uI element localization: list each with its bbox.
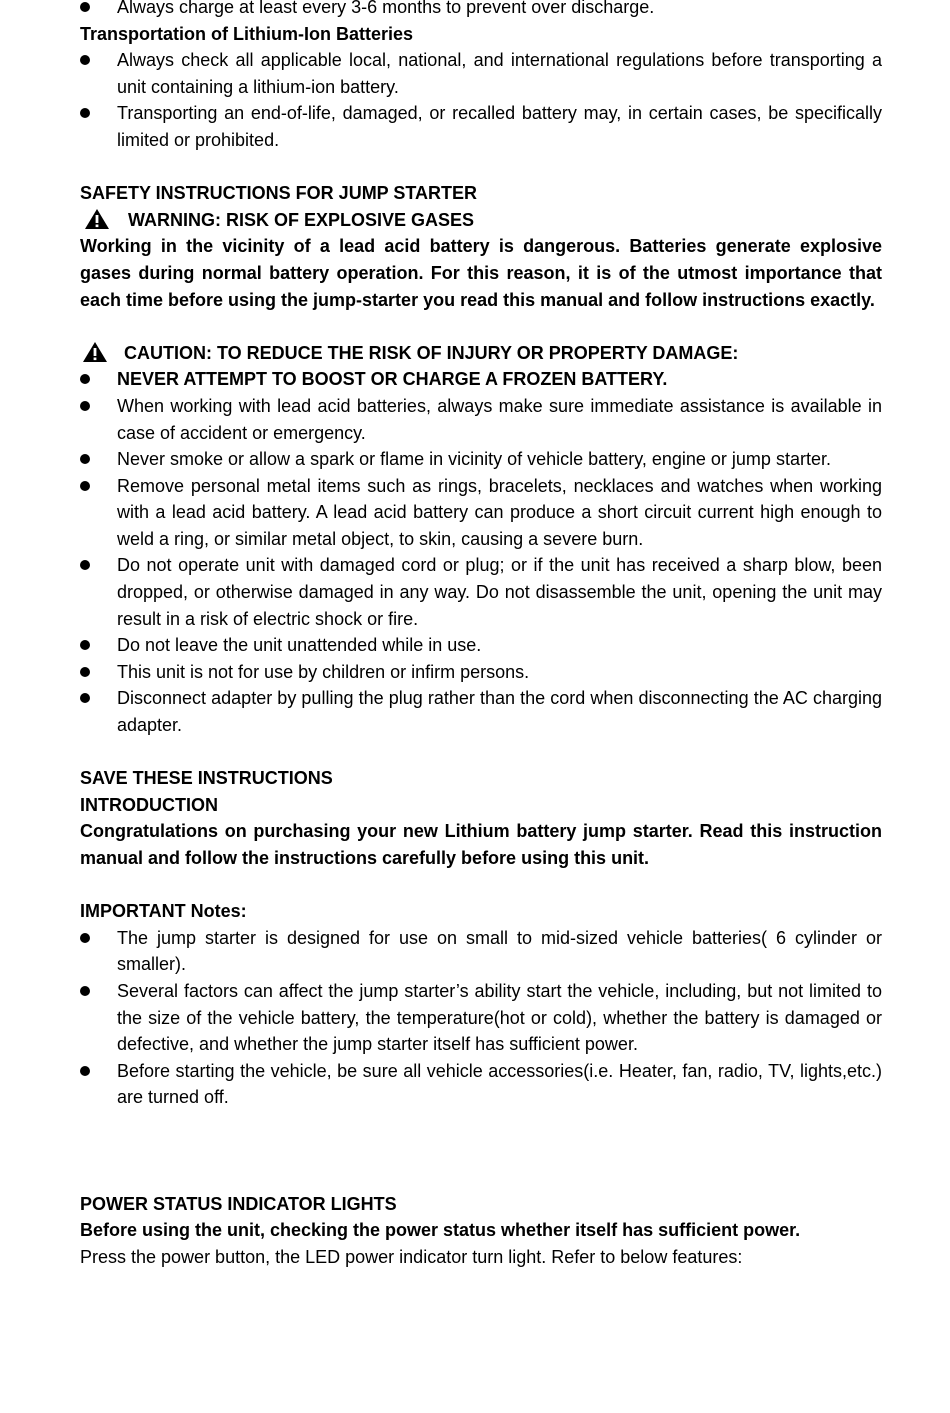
bullet-dot-icon bbox=[80, 560, 90, 570]
bullet-dot-icon bbox=[80, 2, 90, 12]
list-item bbox=[80, 632, 882, 659]
document-page bbox=[80, 0, 882, 1271]
bullet-dot-icon bbox=[80, 640, 90, 650]
warning-paragraph: Working in the vicinity of a lead acid battery is dangerous. Batteries generate explosive gases during normal battery operation. For this reason, it is of the utmost importance that each time before using the jump-starter you read this manual and follow instructions exactly. bbox=[80, 236, 882, 310]
list-item bbox=[80, 659, 882, 686]
bullet-dot-icon bbox=[80, 1066, 90, 1076]
transport-heading: Transportation of Lithium-Ion Batteries bbox=[80, 23, 414, 44]
bullet-dot-icon bbox=[80, 693, 90, 703]
list-item bbox=[80, 446, 882, 473]
note-item-text: The jump starter is designed for use on small to mid-sized vehicle batteries( 6 cylinder or smaller). bbox=[117, 927, 882, 975]
safety-heading: SAFETY INSTRUCTIONS FOR JUMP STARTER bbox=[80, 183, 478, 204]
caution-item-text: Remove personal metal items such as rings, bracelets, necklaces and watches when working with a lead acid battery. A lead acid battery can produce a short circuit current high enough to weld a ring, or similar metal object, to skin, causing a severe burn. bbox=[117, 475, 882, 549]
power-heading: POWER STATUS INDICATOR LIGHTS bbox=[80, 1193, 397, 1214]
bullet-dot-icon bbox=[80, 55, 90, 65]
list-item bbox=[80, 393, 882, 446]
list-item bbox=[80, 978, 882, 1058]
bullet-dot-icon bbox=[80, 986, 90, 996]
power-bold-text: Before using the unit, checking the power status whether itself has sufficient power. bbox=[80, 1220, 801, 1241]
charge-tip-text: Always charge at least every 3-6 months to prevent over discharge. bbox=[117, 0, 655, 17]
warning-title-text: WARNING: RISK OF EXPLOSIVE GASES bbox=[128, 209, 475, 230]
caution-item-text: Do not operate unit with damaged cord or plug; or if the unit has received a sharp blow, been dropped, or otherwise damaged in any way. Do not disassemble the unit, opening the unit may result in a risk of electric shock or fire. bbox=[117, 555, 882, 629]
note-item-text: Several factors can affect the jump starter’s ability start the vehicle, including, but not limited to the size of the vehicle battery, the temperature(hot or cold), whether the battery is damaged or defective, and whether the jump starter itself has sufficient power. bbox=[117, 980, 882, 1055]
transport-item-text: Transporting an end-of-life, damaged, or recalled battery may, in certain cases, be specifically limited or prohibited. bbox=[117, 103, 882, 150]
caution-title bbox=[80, 340, 882, 367]
bullet-dot-icon bbox=[80, 401, 90, 411]
list-item bbox=[80, 100, 882, 153]
notes-heading: IMPORTANT Notes: bbox=[80, 901, 247, 922]
list-item bbox=[80, 0, 882, 21]
bullet-dot-icon bbox=[80, 667, 90, 677]
caution-item-text: NEVER ATTEMPT TO BOOST OR CHARGE A FROZEN BATTERY. bbox=[117, 369, 668, 390]
intro-paragraph: Congratulations on purchasing your new Lithium battery jump starter. Read this instruction manual and follow the instructions carefully before using this unit. bbox=[80, 821, 882, 868]
list-item bbox=[80, 552, 882, 632]
warning-title bbox=[80, 207, 882, 234]
transport-item-text: Always check all applicable local, national, and international regulations before transporting a unit containing a lithium-ion battery. bbox=[117, 50, 882, 97]
bullet-dot-icon bbox=[80, 374, 90, 384]
bullet-dot-icon bbox=[80, 933, 90, 943]
bullet-dot-icon bbox=[80, 454, 90, 464]
caution-item-text: Do not leave the unit unattended while in use. bbox=[117, 635, 482, 656]
note-item-text: Before starting the vehicle, be sure all vehicle accessories(i.e. Heater, fan, radio, TV, lights,etc.) are turned off. bbox=[117, 1060, 882, 1108]
power-text: Press the power button, the LED power indicator turn light. Refer to below features: bbox=[80, 1246, 743, 1267]
intro-heading: INTRODUCTION bbox=[80, 794, 218, 815]
list-item bbox=[80, 366, 882, 393]
list-item bbox=[80, 473, 882, 553]
list-item bbox=[80, 47, 882, 100]
caution-item-text: Never smoke or allow a spark or flame in vicinity of vehicle battery, engine or jump starter. bbox=[117, 449, 831, 470]
caution-item-text: When working with lead acid batteries, always make sure immediate assistance is available in case of accident or emergency. bbox=[117, 395, 882, 443]
list-item bbox=[80, 925, 882, 978]
warning-triangle-icon bbox=[84, 208, 110, 230]
warning-triangle-icon bbox=[82, 341, 108, 363]
caution-item-text: Disconnect adapter by pulling the plug rather than the cord when disconnecting the AC charging adapter. bbox=[117, 688, 882, 736]
list-item bbox=[80, 685, 882, 738]
list-item bbox=[80, 1058, 882, 1111]
bullet-dot-icon bbox=[80, 108, 90, 118]
bullet-dot-icon bbox=[80, 481, 90, 491]
caution-item-text: This unit is not for use by children or infirm persons. bbox=[117, 661, 530, 682]
save-heading: SAVE THESE INSTRUCTIONS bbox=[80, 768, 333, 789]
caution-title-text: CAUTION: TO REDUCE THE RISK OF INJURY OR PROPERTY DAMAGE: bbox=[124, 342, 739, 363]
